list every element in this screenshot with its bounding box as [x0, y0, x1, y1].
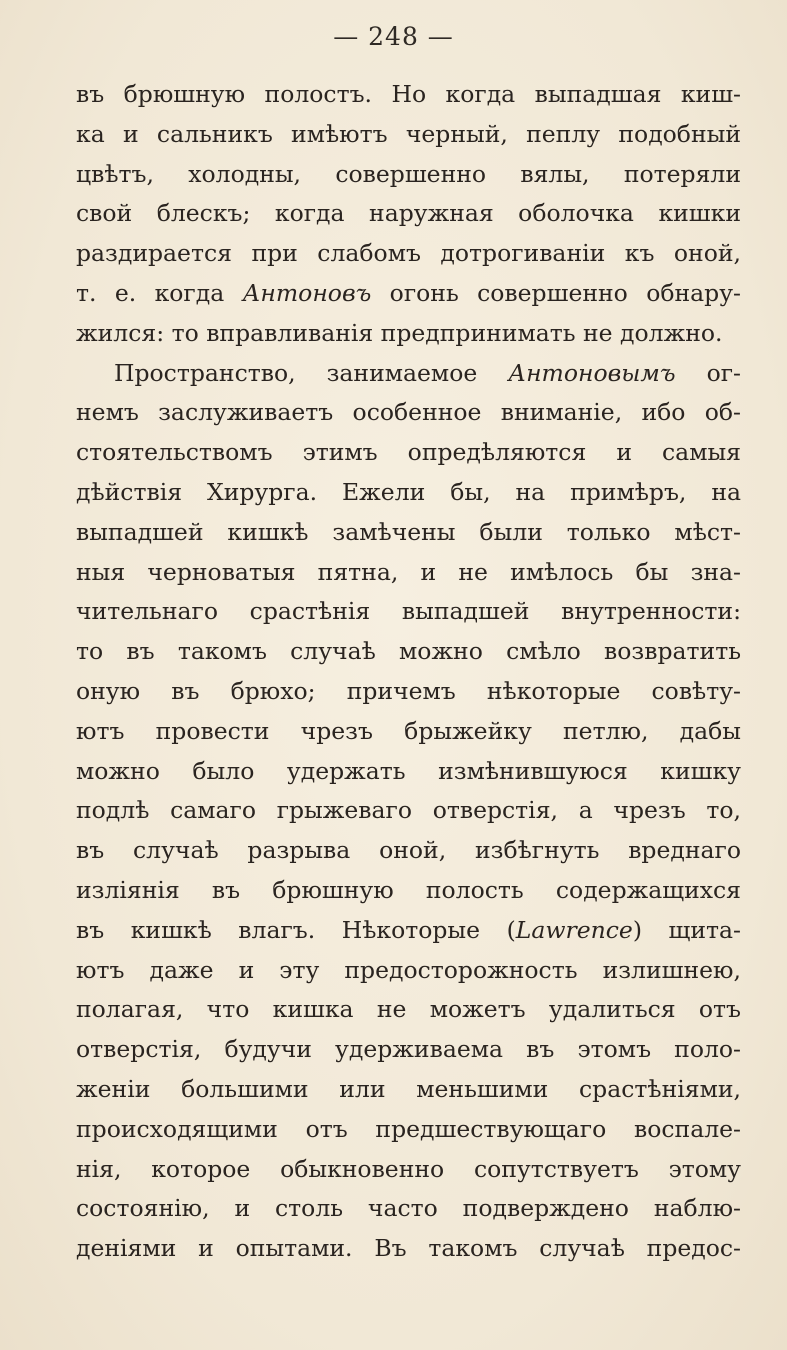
italic-name: Антоновъ [242, 278, 372, 307]
text-line: состоянію, и столь часто подверждено наблю- [76, 1194, 741, 1223]
text-line: нія, которое обыкновенно сопутствуетъ этому [76, 1154, 741, 1183]
text-line: въ случаѣ разрыва оной, избѣгнуть вреднаго [76, 836, 741, 865]
text-line: ютъ даже и эту предосторожность излишнею, [76, 955, 741, 984]
text-line: происходящими отъ предшествующаго воспале- [76, 1114, 741, 1143]
italic-name: Lawrence [515, 915, 633, 944]
text-line: ютъ провести чрезъ брыжейку петлю, дабы [76, 716, 741, 745]
text-line: свой блескъ; когда наружная оболочка кишки [76, 199, 741, 228]
text-line: ныя черноватыя пятна, и не имѣлось бы зна- [76, 557, 741, 586]
text-line: оную въ брюхо; причемъ нѣкоторые совѣту- [76, 676, 741, 705]
text-line [76, 274, 741, 314]
text-line: деніями и опытами. Въ такомъ случаѣ предос- [76, 1234, 741, 1263]
page-body-text [76, 75, 741, 1269]
text-line: ка и сальникъ имѣютъ черный, пеплу подобный [76, 119, 741, 148]
text-line: то въ такомъ случаѣ можно смѣло возвратить [76, 637, 741, 666]
text-segment: въ кишкѣ влагъ. Нѣкоторые ( [76, 915, 516, 944]
text-segment: ог- [675, 358, 742, 387]
text-line: полагая, что кишка не можетъ удалиться отъ [76, 995, 741, 1024]
text-segment: Пространство, занимаемое [114, 358, 509, 387]
text-line: чительнаго срастѣнія выпадшей внутренности: [76, 597, 741, 626]
text-segment: огонь совершенно обнару- [371, 278, 741, 307]
text-line [76, 911, 741, 951]
page-number: — 248 — [333, 22, 454, 51]
text-line: цвѣтъ, холодны, совершенно вялы, потеряли [76, 159, 741, 188]
text-segment: ) щита- [632, 915, 741, 944]
text-line: женіи большими или меньшими срастѣніями, [76, 1074, 741, 1103]
text-line: въ брюшную полостъ. Но когда выпадшая киш- [76, 80, 741, 108]
text-segment: т. е. когда [76, 278, 243, 307]
text-line: выпадшей кишкѣ замѣчены были только мѣст- [76, 517, 741, 546]
text-line: стоятельствомъ этимъ опредѣляются и самыя [76, 438, 741, 467]
italic-name: Антоновымъ [508, 358, 676, 387]
text-line: подлѣ самаго грыжеваго отверстія, а чрезъ то, [76, 796, 741, 825]
text-line: можно было удержать измѣнившуюся кишку [76, 756, 741, 785]
paragraph-end-line: жился: то вправливанія предпринимать не должно. [76, 318, 723, 347]
text-line: немъ заслуживаетъ особенное вниманіе, ибо об- [76, 398, 741, 427]
text-line: изліянія въ брюшную полость содержащихся [76, 875, 741, 904]
text-line: раздирается при слабомъ дотрогиваніи къ оной, [76, 239, 741, 268]
text-line: дѣйствія Хирурга. Ежели бы, на примѣръ, на [76, 477, 741, 506]
paragraph-start-line [76, 354, 741, 394]
text-line: отверстія, будучи удерживаема въ этомъ поло- [76, 1035, 741, 1064]
